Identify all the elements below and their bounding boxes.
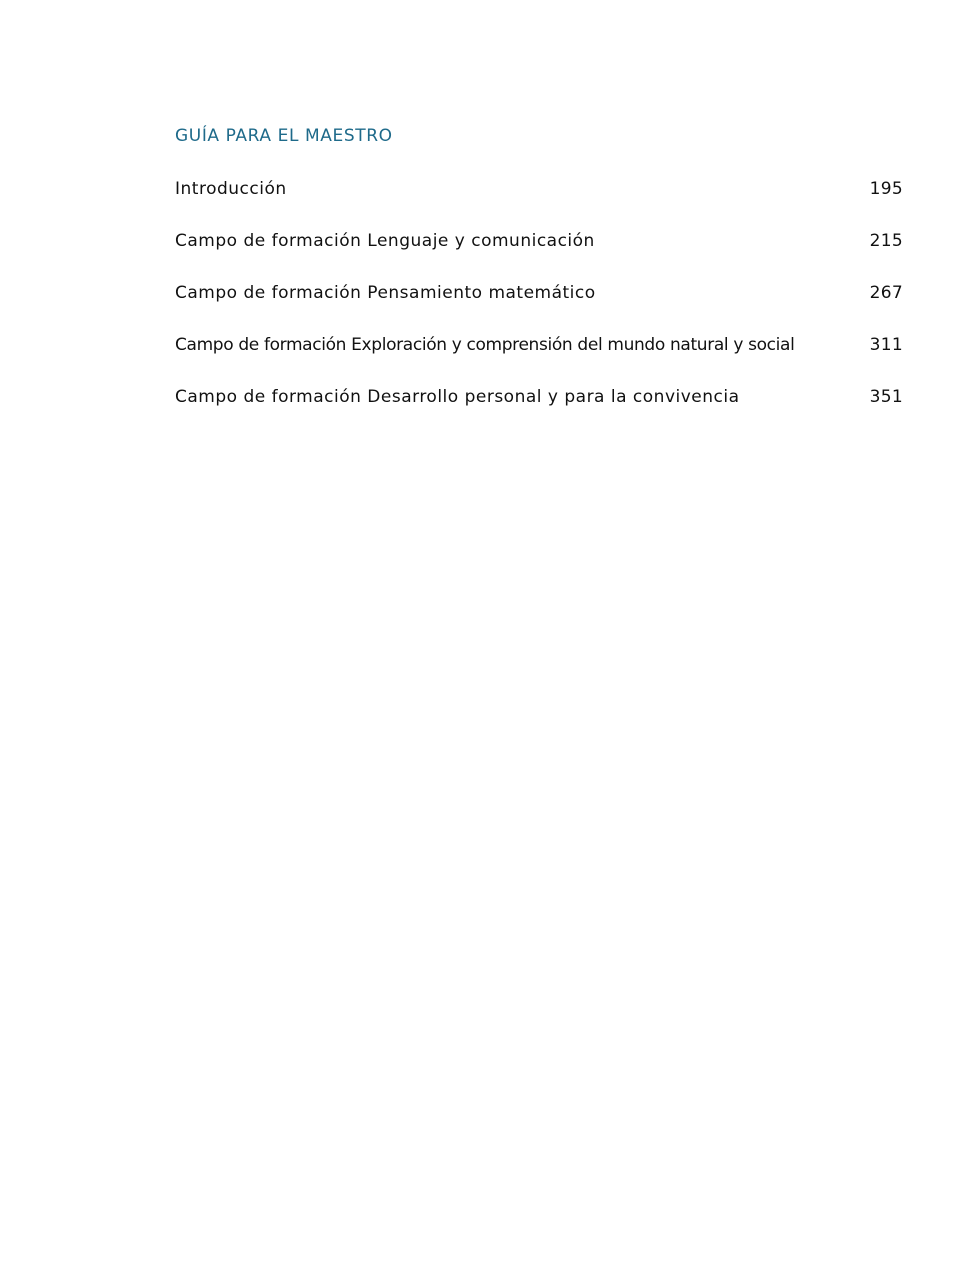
table-of-contents — [175, 178, 903, 438]
toc-entry-label: Campo de formación Pensamiento matemático — [175, 283, 596, 303]
toc-entry-label: Campo de formación Desarrollo personal y para la convivencia — [175, 387, 740, 407]
toc-entry-page-number: 351 — [869, 387, 903, 407]
toc-entry-desarrollo[interactable] — [175, 386, 903, 438]
toc-entry-page-number: 267 — [869, 283, 903, 303]
toc-entry-label: Campo de formación Lenguaje y comunicación — [175, 231, 595, 251]
toc-entry-page-number: 215 — [869, 231, 903, 251]
toc-entry-pensamiento[interactable] — [175, 282, 903, 334]
toc-entry-label: Introducción — [175, 179, 287, 199]
toc-entry-page-number: 311 — [869, 335, 903, 355]
toc-entry-exploracion[interactable] — [175, 334, 903, 386]
section-title: GUÍA PARA EL MAESTRO — [175, 126, 393, 146]
toc-entry-label: Campo de formación Exploración y comprensión del mundo natural y social — [175, 335, 795, 355]
toc-entry-lenguaje[interactable] — [175, 230, 903, 282]
toc-entry-page-number: 195 — [869, 179, 903, 199]
toc-entry-introduccion[interactable] — [175, 178, 903, 230]
